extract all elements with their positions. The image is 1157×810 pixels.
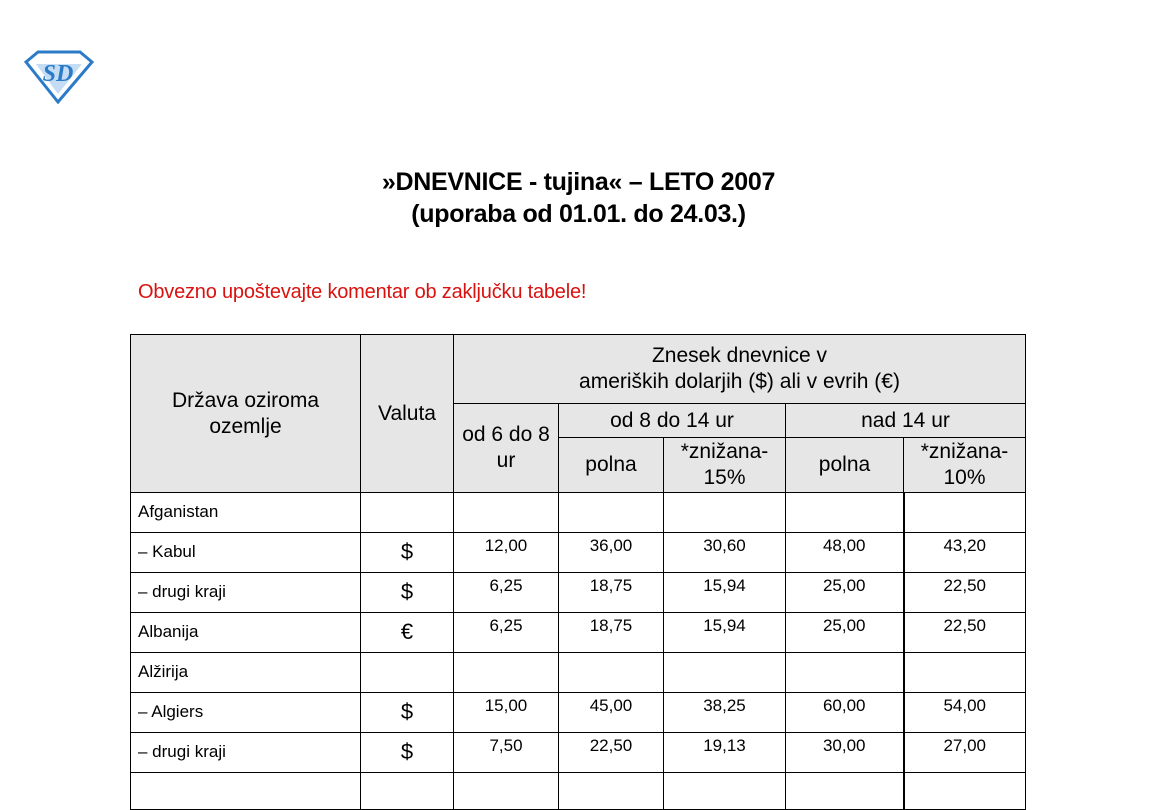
value-cell: 27,00 (904, 733, 1026, 773)
currency-cell (361, 493, 454, 533)
value-cell: 60,00 (786, 693, 904, 733)
country-cell: – Kabul (131, 533, 361, 573)
currency-cell: $ (361, 733, 454, 773)
header-reduced-10: *znižana-10% (904, 438, 1026, 493)
currency-cell: $ (361, 573, 454, 613)
value-cell: 25,00 (786, 613, 904, 653)
value-cell: 19,13 (664, 733, 786, 773)
allowance-table (130, 334, 1026, 810)
value-cell: 54,00 (904, 693, 1026, 733)
value-cell (559, 493, 664, 533)
table-row (131, 573, 1026, 613)
header-full-8-14: polna (559, 438, 664, 493)
value-cell (786, 493, 904, 533)
header-full-over-14: polna (786, 438, 904, 493)
value-cell: 18,75 (559, 613, 664, 653)
value-cell: 38,25 (664, 693, 786, 733)
country-cell: Albanija (131, 613, 361, 653)
country-cell: – drugi kraji (131, 573, 361, 613)
value-cell: 22,50 (904, 573, 1026, 613)
notice-text: Obvezno upoštevajte komentar ob zaključku tabele! (138, 281, 587, 303)
value-cell: 43,20 (904, 533, 1026, 573)
header-country: Država oziroma ozemlje (131, 335, 361, 493)
value-cell: 15,94 (664, 573, 786, 613)
value-cell: 12,00 (454, 533, 559, 573)
currency-cell: $ (361, 693, 454, 733)
value-cell: 18,75 (559, 573, 664, 613)
logo-letters: SD (42, 61, 74, 87)
value-cell (664, 653, 786, 693)
value-cell: 22,50 (559, 733, 664, 773)
value-cell (664, 493, 786, 533)
country-cell: Alžirija (131, 653, 361, 693)
value-cell: 15,94 (664, 613, 786, 653)
country-cell: – drugi kraji (131, 733, 361, 773)
table-row (131, 653, 1026, 693)
header-reduced-15: *znižana-15% (664, 438, 786, 493)
header-8-14: od 8 do 14 ur (559, 404, 786, 438)
header-currency: Valuta (361, 335, 454, 493)
value-cell: 25,00 (786, 573, 904, 613)
value-cell: 30,60 (664, 533, 786, 573)
currency-cell: € (361, 613, 454, 653)
page-title: »DNEVNICE - tujina« – LETO 2007 (381, 168, 776, 196)
country-cell: – Algiers (131, 693, 361, 733)
value-cell: 36,00 (559, 533, 664, 573)
value-cell: 45,00 (559, 693, 664, 733)
value-cell: 7,50 (454, 733, 559, 773)
value-cell: 30,00 (786, 733, 904, 773)
value-cell: 15,00 (454, 693, 559, 733)
table-row (131, 493, 1026, 533)
value-cell (786, 653, 904, 693)
value-cell: 6,25 (454, 573, 559, 613)
value-cell (559, 653, 664, 693)
value-cell (454, 493, 559, 533)
value-cell (904, 493, 1026, 533)
header-6-8: od 6 do 8 ur (454, 404, 559, 493)
currency-cell (361, 653, 454, 693)
table-row (131, 733, 1026, 773)
header-over-14: nad 14 ur (786, 404, 1026, 438)
header-amount: Znesek dnevnice v ameriških dolarjih ($) ali v evrih (€) (454, 335, 1026, 404)
country-cell: Afganistan (131, 493, 361, 533)
table-row (131, 533, 1026, 573)
page-subtitle: (uporaba od 01.01. do 24.03.) (411, 200, 746, 228)
table-row-partial (131, 773, 1026, 810)
value-cell: 6,25 (454, 613, 559, 653)
table-row (131, 613, 1026, 653)
table-row (131, 693, 1026, 733)
value-cell: 48,00 (786, 533, 904, 573)
value-cell: 22,50 (904, 613, 1026, 653)
value-cell (904, 653, 1026, 693)
value-cell (454, 653, 559, 693)
sd-logo-icon (22, 48, 96, 104)
currency-cell: $ (361, 533, 454, 573)
